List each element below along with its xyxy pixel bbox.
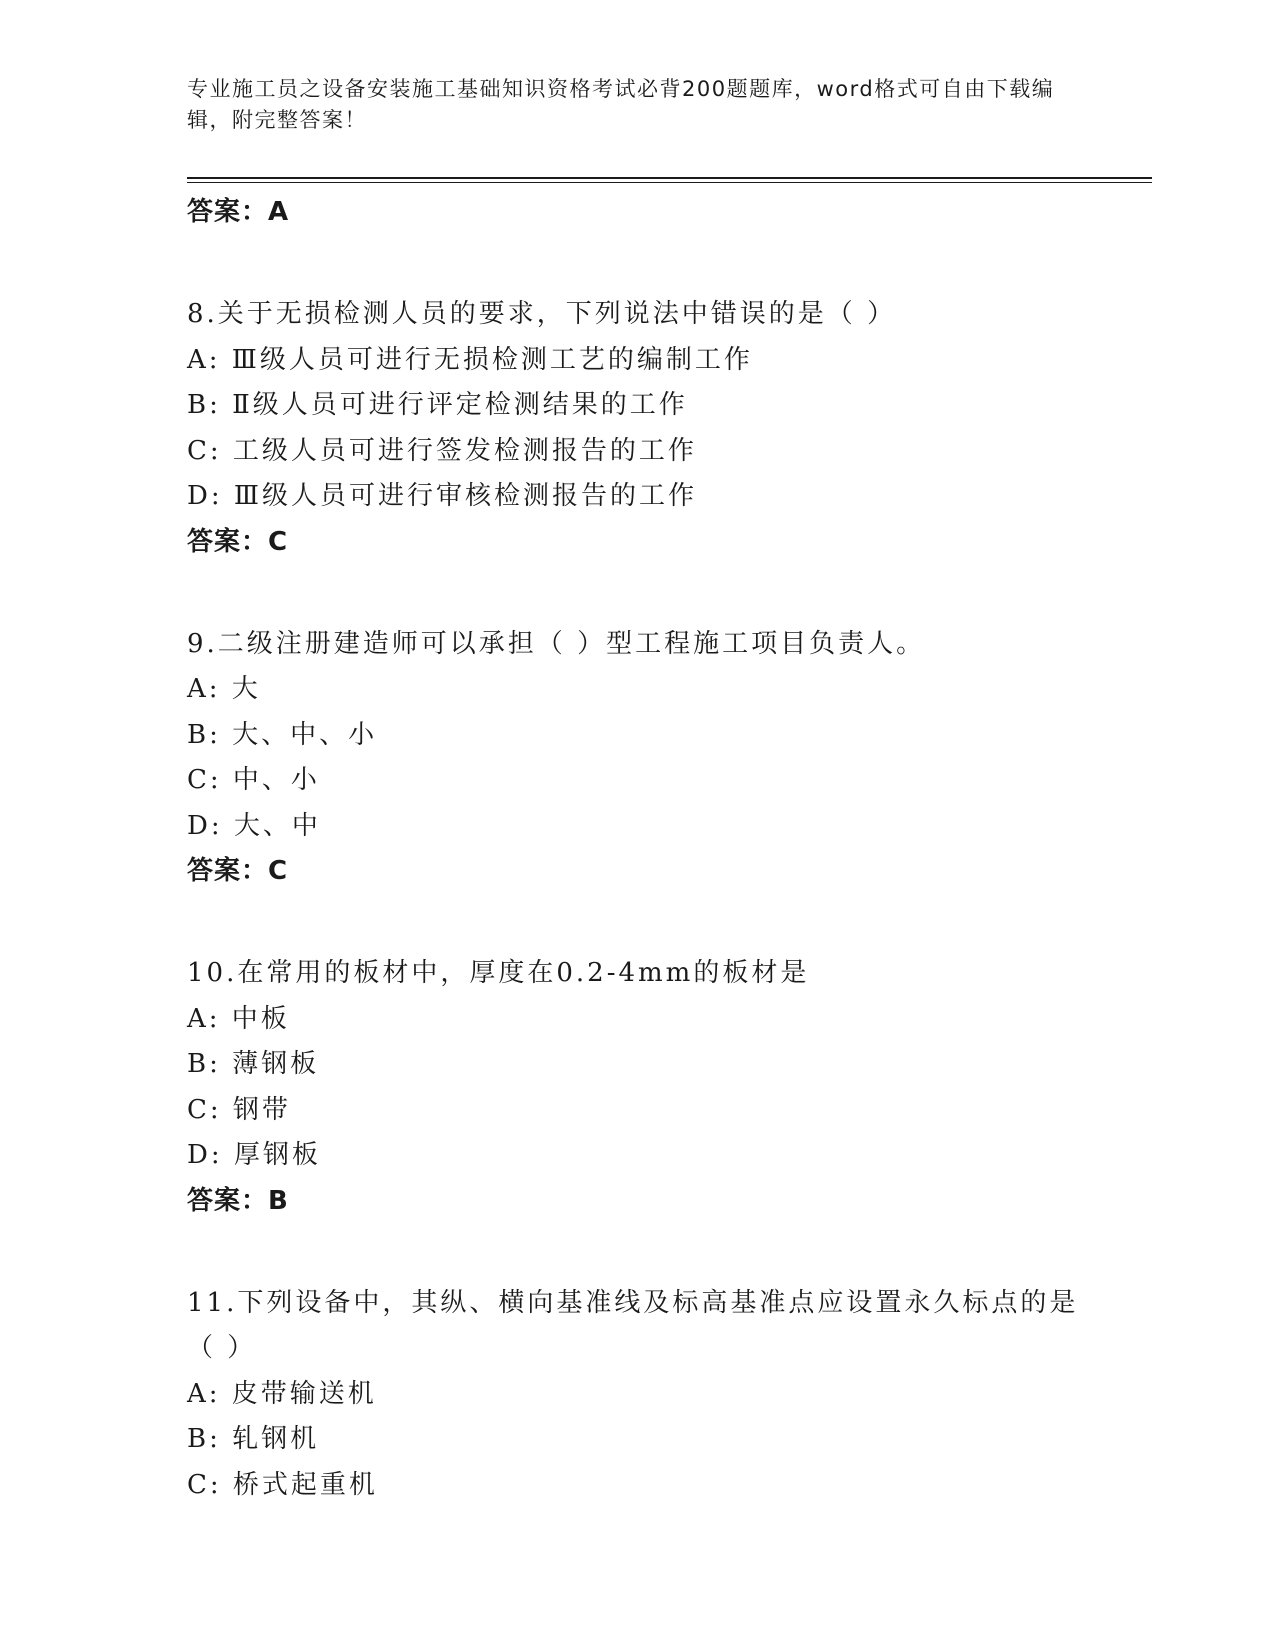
header-divider-thin bbox=[187, 182, 1152, 183]
option-c: C: 桥式起重机 bbox=[187, 1469, 378, 1500]
option-a: A: 大 bbox=[187, 674, 261, 704]
option-c: C: 工级人员可进行签发检测报告的工作 bbox=[187, 435, 697, 466]
option-d: D: Ⅲ级人员可进行审核检测报告的工作 bbox=[187, 481, 697, 511]
option-c: C: 中、小 bbox=[187, 765, 320, 795]
document-header: 专业施工员之设备安装施工基础知识资格考试必背200题题库，word格式可自由下载编辑，附完整答案！ bbox=[187, 77, 1055, 132]
answer-line: 答案：C bbox=[187, 856, 289, 886]
option-a: A: 皮带输送机 bbox=[187, 1378, 377, 1409]
option-b: B: 薄钢板 bbox=[187, 1049, 320, 1079]
option-b: B: Ⅱ级人员可进行评定检测结果的工作 bbox=[187, 390, 688, 420]
question-stem: 8.关于无损检测人员的要求，下列说法中错误的是（ ） bbox=[187, 299, 897, 329]
question-stem-line-1: 11.下列设备中，其纵、横向基准线及标高基准点应设置永久标点的是 bbox=[187, 1287, 1079, 1318]
question-stem bbox=[187, 1281, 1087, 1372]
option-b: B: 轧钢机 bbox=[187, 1424, 320, 1454]
question-list bbox=[187, 190, 1087, 1508]
header-divider-thick bbox=[187, 177, 1152, 179]
option-b: B: 大、中、小 bbox=[187, 719, 378, 750]
option-a: A: Ⅲ级人员可进行无损检测工艺的编制工作 bbox=[187, 344, 753, 375]
answer-line: 答案：A bbox=[187, 197, 290, 227]
question-9 bbox=[187, 622, 1087, 894]
question-stem: 10.在常用的板材中，厚度在0.2-4mm的板材是 bbox=[187, 958, 810, 988]
answer-line: 答案：B bbox=[187, 1185, 289, 1216]
option-a: A: 中板 bbox=[187, 1003, 290, 1034]
answer-line: 答案：C bbox=[187, 526, 289, 557]
question-10 bbox=[187, 951, 1087, 1223]
question-11 bbox=[187, 1281, 1087, 1509]
question-stem: 9.二级注册建造师可以承担（ ）型工程施工项目负责人。 bbox=[187, 628, 926, 659]
option-d: D: 厚钢板 bbox=[187, 1140, 321, 1170]
question-8 bbox=[187, 292, 1087, 564]
question-stem-line-2: （ ） bbox=[187, 1333, 257, 1363]
option-c: C: 钢带 bbox=[187, 1094, 291, 1125]
option-d: D: 大、中 bbox=[187, 810, 321, 841]
